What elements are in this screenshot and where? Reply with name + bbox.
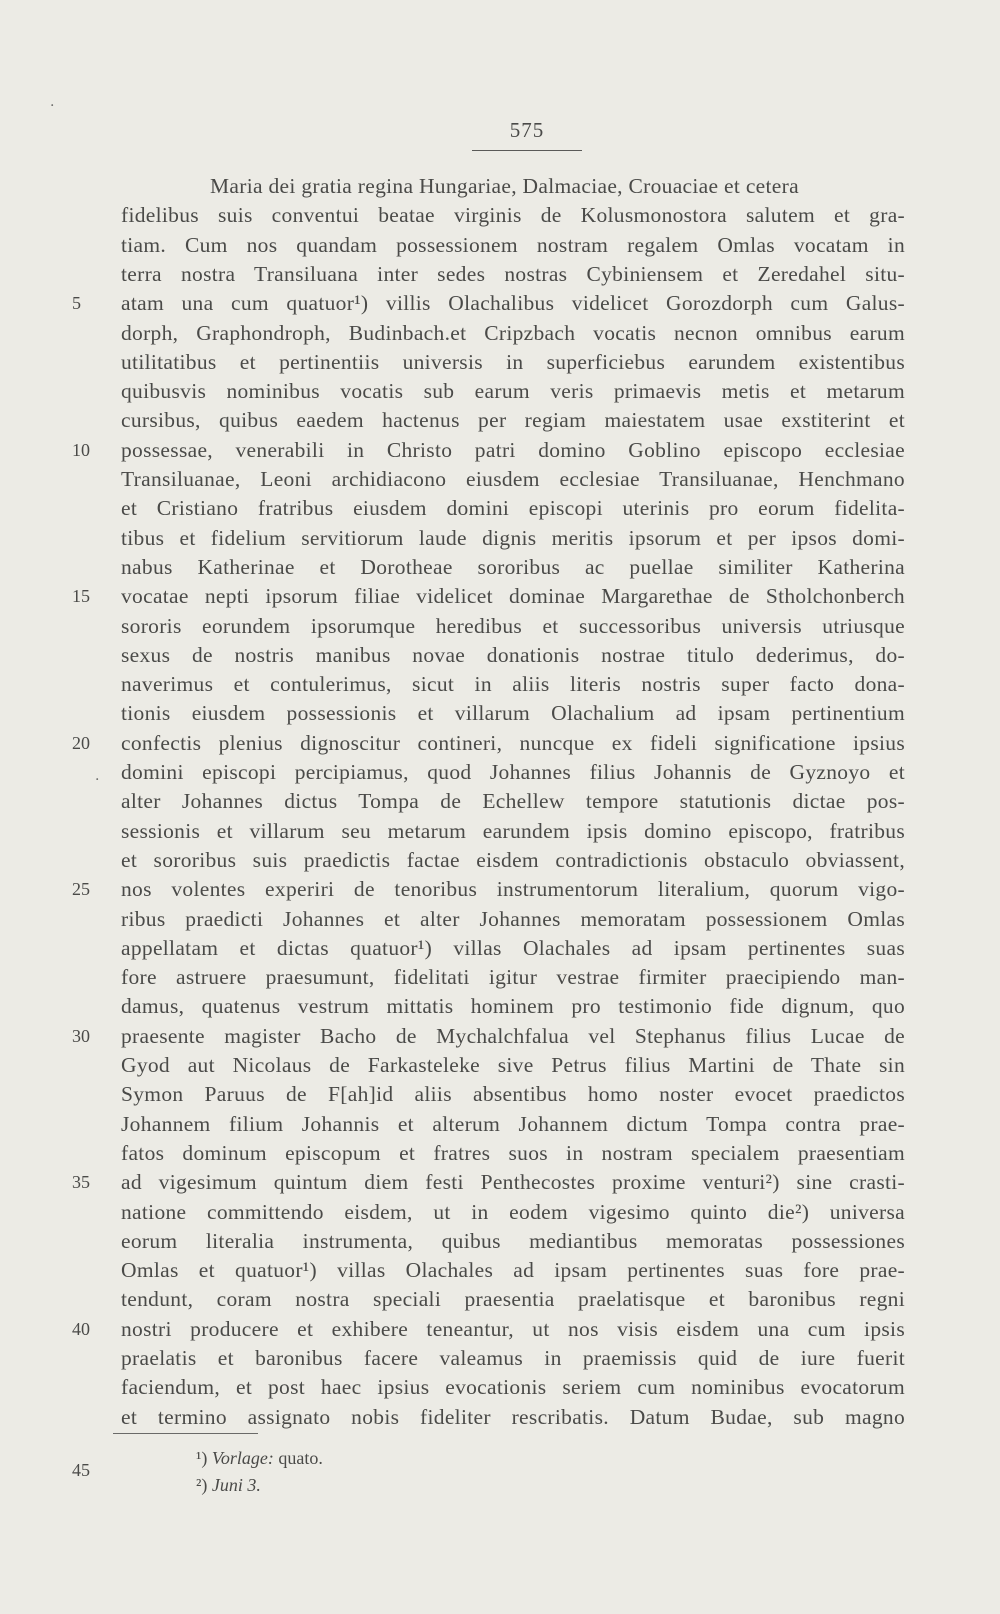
text-line: et termino assignato nobis fideliter rescribatis. Datum Budae, sub magno (121, 1405, 905, 1429)
stray-mark: · (95, 772, 100, 788)
footnote-mark: ²) (196, 1475, 208, 1495)
text-line: et sororibus suis praedictis factae eisdem contradictionis obstaculo obviassent, (121, 848, 905, 872)
line-number: 30 (72, 1026, 90, 1046)
text-line: atam una cum quatuor¹) villis Olachalibus videlicet Gorozdorph cum Galus- (121, 291, 905, 315)
stray-mark: · (50, 98, 55, 114)
text-line: cursibus, quibus eaedem hactenus per regiam maiestatem usae exstiterint et (121, 408, 905, 432)
text-line: Maria dei gratia regina Hungariae, Dalmaciae, Crouaciae et cetera (210, 174, 799, 198)
footnote-text: quato. (278, 1448, 323, 1468)
text-line: praesente magister Bacho de Mychalchfalua vel Stephanus filius Lucae de (121, 1024, 905, 1048)
line-number: 10 (72, 440, 90, 460)
text-line: fatos dominum episcopum et fratres suos in nostram specialem praesentiam (121, 1141, 905, 1165)
text-line: nostri producere et exhibere teneantur, ut nos visis eisdem una cum ipsis (121, 1317, 905, 1341)
text-line: ad vigesimum quintum diem festi Penthecostes proxime venturi²) sine crasti- (121, 1170, 905, 1194)
line-number: 35 (72, 1172, 90, 1192)
text-line: alter Johannes dictus Tompa de Echellew tempore statutionis dictae pos- (121, 789, 905, 813)
footnote-label: Juni 3. (211, 1475, 261, 1495)
text-line: confectis plenius dignoscitur contineri, nuncque ex fideli significatione ipsius (121, 731, 905, 755)
text-line: sexus de nostris manibus novae donationis nostrae titulo dederimus, do- (121, 643, 905, 667)
text-line: terra nostra Transiluana inter sedes nostras Cybiniensem et Zeredahel situ- (121, 262, 905, 286)
footnote-2 (196, 1473, 261, 1497)
text-line: damus, quatenus vestrum mittatis hominem pro testimonio fide dignum, quo (121, 994, 905, 1018)
line-number: 5 (72, 293, 81, 313)
text-line: Omlas et quatuor¹) villas Olachales ad ipsam pertinentes suas fore prae- (121, 1258, 905, 1282)
text-line: faciendum, et post haec ipsius evocationis seriem cum nominibus evocatorum (121, 1375, 905, 1399)
text-line: tibus et fidelium servitiorum laude dignis meritis ipsorum et per ipsos domi- (121, 526, 905, 550)
text-line: quibusvis nominibus vocatis sub earum veris primaevis metis et metarum (121, 379, 905, 403)
text-line: utilitatibus et pertinentiis universis in superficiebus earundem existentibus (121, 350, 905, 374)
text-line: domini episcopi percipiamus, quod Johannes filius Johannis de Gyznoyo et (121, 760, 905, 784)
text-line: Transiluanae, Leoni archidiacono eiusdem ecclesiae Transiluanae, Henchmano (121, 467, 905, 491)
footnote-label: Vorlage: (211, 1448, 274, 1468)
line-number: 40 (72, 1319, 90, 1339)
text-line: Gyod aut Nicolaus de Farkasteleke sive Petrus filius Martini de Thate sin (121, 1053, 905, 1077)
text-line: nabus Katherinae et Dorotheae sororibus ac puellae similiter Katherina (121, 555, 905, 579)
page-number: 575 (509, 118, 545, 142)
line-number-45: 45 (72, 1460, 90, 1480)
footnote-rule (113, 1433, 258, 1434)
text-line: tiam. Cum nos quandam possessionem nostram regalem Omlas vocatam in (121, 233, 905, 257)
text-line: fore astruere praesumunt, fidelitati igitur vestrae firmiter praecipiendo man- (121, 965, 905, 989)
text-line: appellatam et dictas quatuor¹) villas Olachales ad ipsam pertinentes suas (121, 936, 905, 960)
text-line: vocatae nepti ipsorum filiae videlicet dominae Margarethae de Stholchonberch (121, 584, 905, 608)
footnote-mark: ¹) (196, 1448, 208, 1468)
line-number: 20 (72, 733, 90, 753)
text-line: possessae, venerabili in Christo patri domino Goblino episcopo ecclesiae (121, 438, 905, 462)
text-line: natione committendo eisdem, ut in eodem vigesimo quinto die²) universa (121, 1200, 905, 1224)
text-line: Johannem filium Johannis et alterum Johannem dictum Tompa contra prae- (121, 1112, 905, 1136)
text-line: naverimus et contulerimus, sicut in aliis literis nostris super facto dona- (121, 672, 905, 696)
text-line: ribus praedicti Johannes et alter Johannes memoratam possessionem Omlas (121, 907, 905, 931)
text-line: eorum literalia instrumenta, quibus mediantibus memoratas possessiones (121, 1229, 905, 1253)
text-line: sororis eorundem ipsorumque heredibus et successoribus universis utriusque (121, 614, 905, 638)
text-line: tendunt, coram nostra speciali praesentia praelatisque et baronibus regni (121, 1287, 905, 1311)
text-line: Symon Paruus de F[ah]id aliis absentibus homo noster evocet praedictos (121, 1082, 905, 1106)
text-line: sessionis et villarum seu metarum earundem ipsis domino episcopo, fratribus (121, 819, 905, 843)
text-line: nos volentes experiri de tenoribus instrumentorum literalium, quorum vigo- (121, 877, 905, 901)
text-line: dorph, Graphondroph, Budinbach.et Cripzbach vocatis necnon omnibus earum (121, 321, 905, 345)
page-number-rule (472, 150, 582, 151)
text-line: tionis eiusdem possessionis et villarum Olachalium ad ipsam pertinentium (121, 701, 905, 725)
text-line: et Cristiano fratribus eiusdem domini episcopi uterinis pro eorum fidelita- (121, 496, 905, 520)
footnote-1 (196, 1446, 323, 1470)
line-number: 25 (72, 879, 90, 899)
line-number: 15 (72, 586, 90, 606)
text-line: fidelibus suis conventui beatae virginis de Kolusmonostora salutem et gra- (121, 203, 905, 227)
text-line: praelatis et baronibus facere valeamus in praemissis quid de iure fuerit (121, 1346, 905, 1370)
